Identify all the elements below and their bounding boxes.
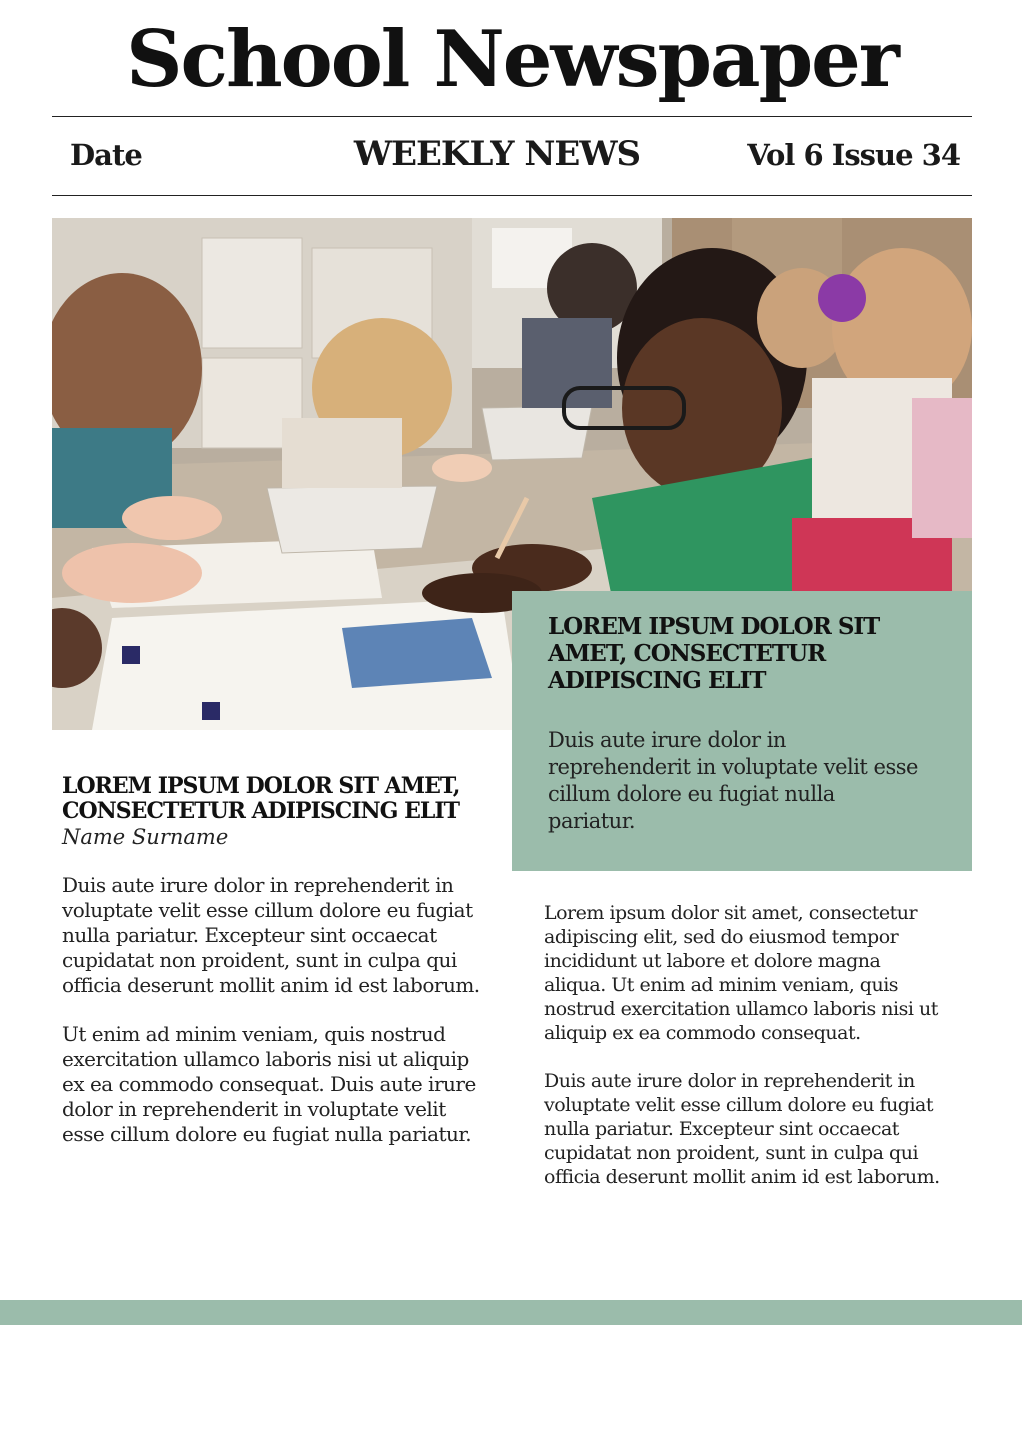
issue-volume: Vol 6 Issue 34 (747, 138, 960, 172)
issue-date: Date (70, 138, 142, 172)
article-headline: LOREM IPSUM DOLOR SIT AMET, CONSECTETUR ADIPISCING ELIT (62, 773, 460, 824)
article-paragraph: Duis aute irure dolor in reprehenderit in voluptate velit esse cillum dolore eu fugiat nulla pariatur. Excepteur sint occaecat cupidatat non proident, sunt in culpa qui officia deserunt mollit anim id est laborum. (62, 873, 480, 997)
article-right (544, 901, 944, 1213)
feature-box (512, 591, 972, 871)
header-top-rule (52, 116, 972, 117)
issue-bar (52, 126, 972, 186)
issue-label: WEEKLY NEWS (353, 134, 641, 174)
header-bottom-rule (52, 195, 972, 196)
article-byline: Name Surname (62, 825, 229, 849)
article-paragraph: Lorem ipsum dolor sit amet, consectetur adipiscing elit, sed do eiusmod tempor incididunt ut labore et dolore magna aliqua. Ut enim ad minim veniam, quis nostrud exercitation ullamco laboris nisi ut aliquip ex ea commodo consequat. (544, 902, 938, 1044)
article-left (62, 774, 482, 1171)
feature-headline: LOREM IPSUM DOLOR SIT AMET, CONSECTETUR ADIPISCING ELIT (548, 613, 880, 694)
feature-body: Duis aute irure dolor in reprehenderit in voluptate velit esse cillum dolore eu fugiat nulla pariatur. (548, 728, 918, 833)
article-paragraph: Duis aute irure dolor in reprehenderit in voluptate velit esse cillum dolore eu fugiat nulla pariatur. Excepteur sint occaecat cupidatat non proident, sunt in culpa qui officia deserunt mollit anim id est laborum. (544, 1070, 940, 1188)
article-paragraph: Ut enim ad minim veniam, quis nostrud exercitation ullamco laboris nisi ut aliquip ex ea commodo consequat. Duis aute irure dolor in reprehenderit in voluptate velit esse cillum dolore eu fugiat nulla pariatur. (62, 1022, 476, 1146)
newspaper-title: School Newspaper (126, 14, 898, 105)
footer-accent-band (0, 1300, 1022, 1325)
